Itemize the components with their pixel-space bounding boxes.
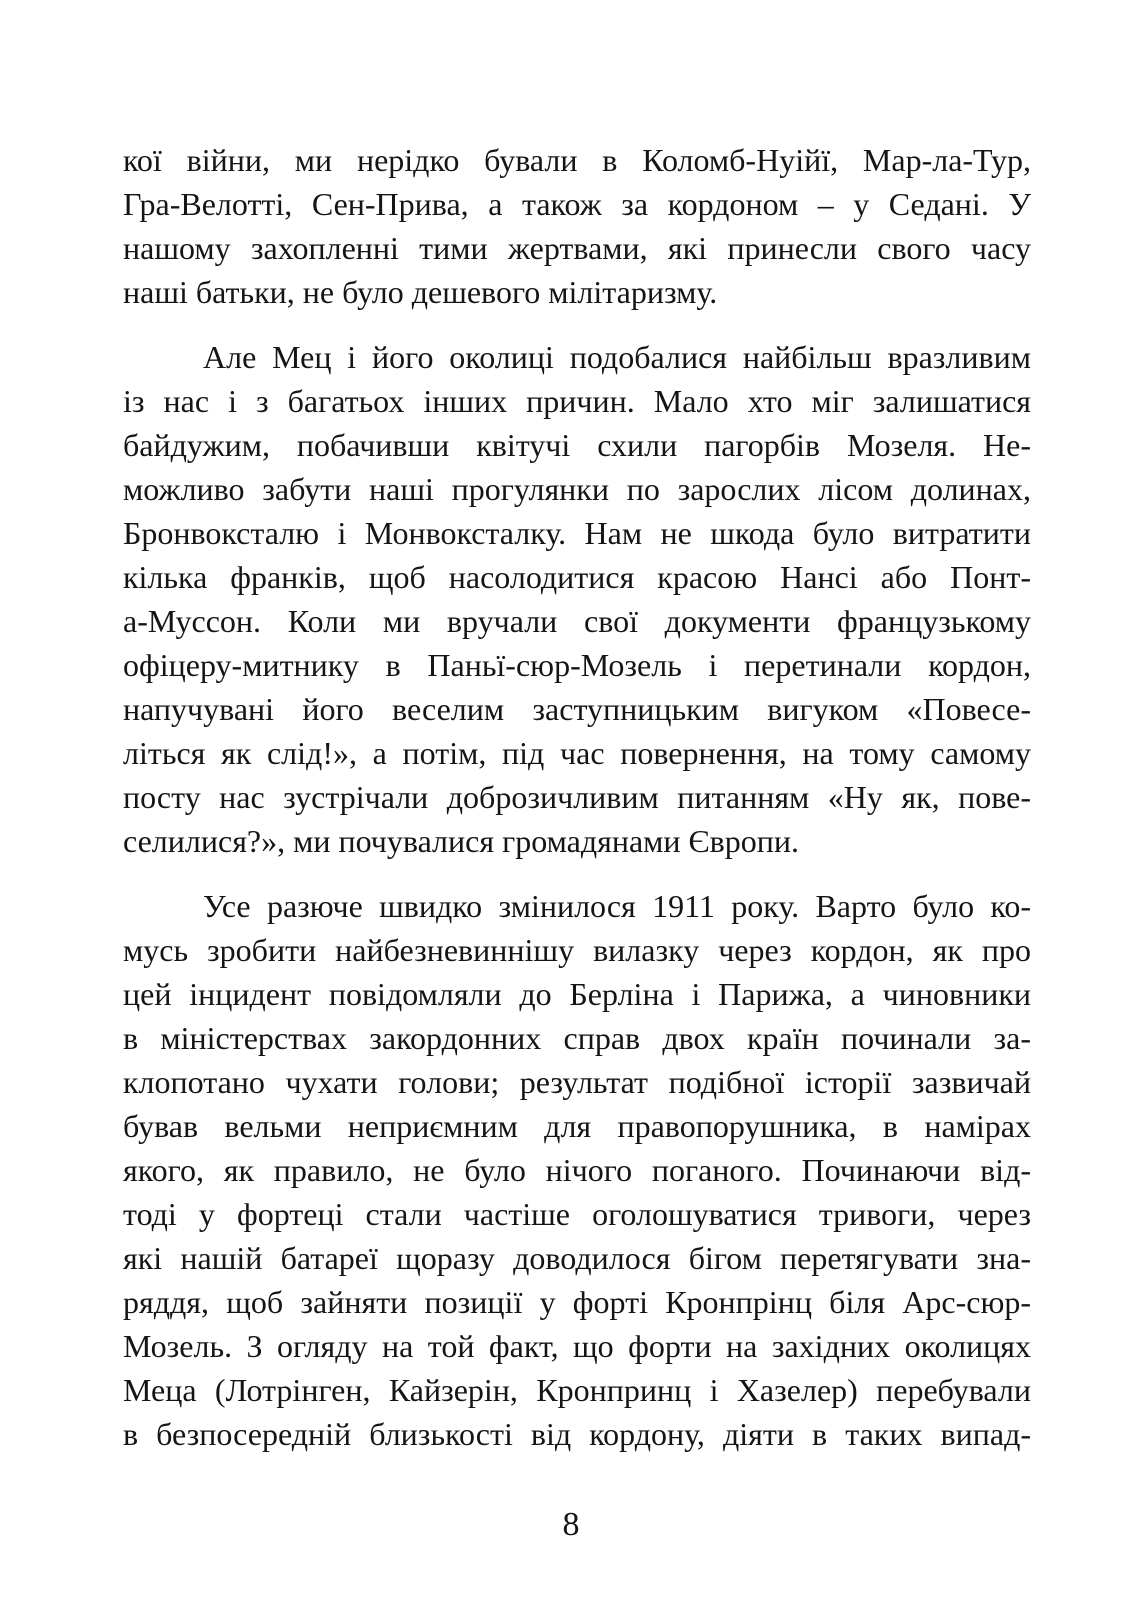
text-line: які нашій батареї щоразу доводилося бігом перетягувати зна- bbox=[123, 1240, 1031, 1276]
text-line: Меца (Лотрінген, Кайзерін, Кронпринц і Хазелер) перебували bbox=[123, 1372, 1031, 1408]
text-line: Гра-Велотті, Сен-Прива, а також за кордоном – у Седані. У bbox=[123, 186, 1031, 222]
text-line: Бронвоксталю і Монвоксталку. Нам не шкода було витратити bbox=[123, 515, 1031, 551]
text-line: літься як слід!», а потім, під час повернення, на тому самому bbox=[123, 735, 1031, 771]
text-line: селилися?», ми почувалися громадянами Європи. bbox=[123, 823, 799, 859]
text-line: посту нас зустрічали доброзичливим питанням «Ну як, пове- bbox=[123, 779, 1031, 815]
text-line: байдужим, побачивши квітучі схили пагорбів Мозеля. Не- bbox=[123, 427, 1031, 463]
text-line: бував вельми неприємним для правопорушника, в намірах bbox=[123, 1108, 1031, 1144]
text-line: ряддя, щоб зайняти позиції у форті Кронпрінц біля Арс-сюр- bbox=[123, 1284, 1031, 1320]
text-line: а-Муссон. Коли ми вручали свої документи французькому bbox=[123, 603, 1031, 639]
text-line: із нас і з багатьох інших причин. Мало хто міг залишатися bbox=[123, 383, 1031, 419]
text-block bbox=[123, 138, 1031, 1456]
text-line: можливо забути наші прогулянки по зарослих лісом долинах, bbox=[123, 471, 1031, 507]
text-line: клопотано чухати голови; результат подібної історії зазвичай bbox=[123, 1064, 1031, 1100]
text-line: нашому захопленні тими жертвами, які принесли свого часу bbox=[123, 230, 1031, 266]
text-line: в безпосередній близькості від кордону, діяти в таких випад- bbox=[123, 1416, 1031, 1452]
text-line: Але Мец і його околиці подобалися найбільш вразливим bbox=[203, 339, 1031, 375]
paragraph bbox=[123, 884, 1031, 1456]
text-line: цей інцидент повідомляли до Берліна і Парижа, а чиновники bbox=[123, 976, 1031, 1012]
text-line: мусь зробити найбезневиннішу вилазку через кордон, як про bbox=[123, 932, 1031, 968]
text-line: Мозель. З огляду на той факт, що форти на західних околицях bbox=[123, 1328, 1031, 1364]
text-line: наші батьки, не було дешевого мілітаризму. bbox=[123, 274, 718, 310]
text-line: кої війни, ми нерідко бували в Коломб-Нуійї, Мар-ла-Тур, bbox=[123, 142, 1031, 178]
text-line: кілька франків, щоб насолодитися красою Нансі або Понт- bbox=[123, 559, 1031, 595]
page-number: 8 bbox=[562, 1506, 580, 1543]
text-line: напучувані його веселим заступницьким вигуком «Повесе- bbox=[123, 691, 1031, 727]
text-line: офіцеру-митнику в Паньї-сюр-Мозель і перетинали кордон, bbox=[123, 647, 1031, 683]
text-line: Усе разюче швидко змінилося 1911 року. Варто було ко- bbox=[203, 888, 1031, 924]
text-line: в міністерствах закордонних справ двох країн починали за- bbox=[123, 1020, 1031, 1056]
text-line: якого, як правило, не було нічого поганого. Починаючи від- bbox=[123, 1152, 1031, 1188]
paragraph bbox=[123, 138, 1031, 314]
text-line: тоді у фортеці стали частіше оголошуватися тривоги, через bbox=[123, 1196, 1031, 1232]
paragraph bbox=[123, 335, 1031, 863]
